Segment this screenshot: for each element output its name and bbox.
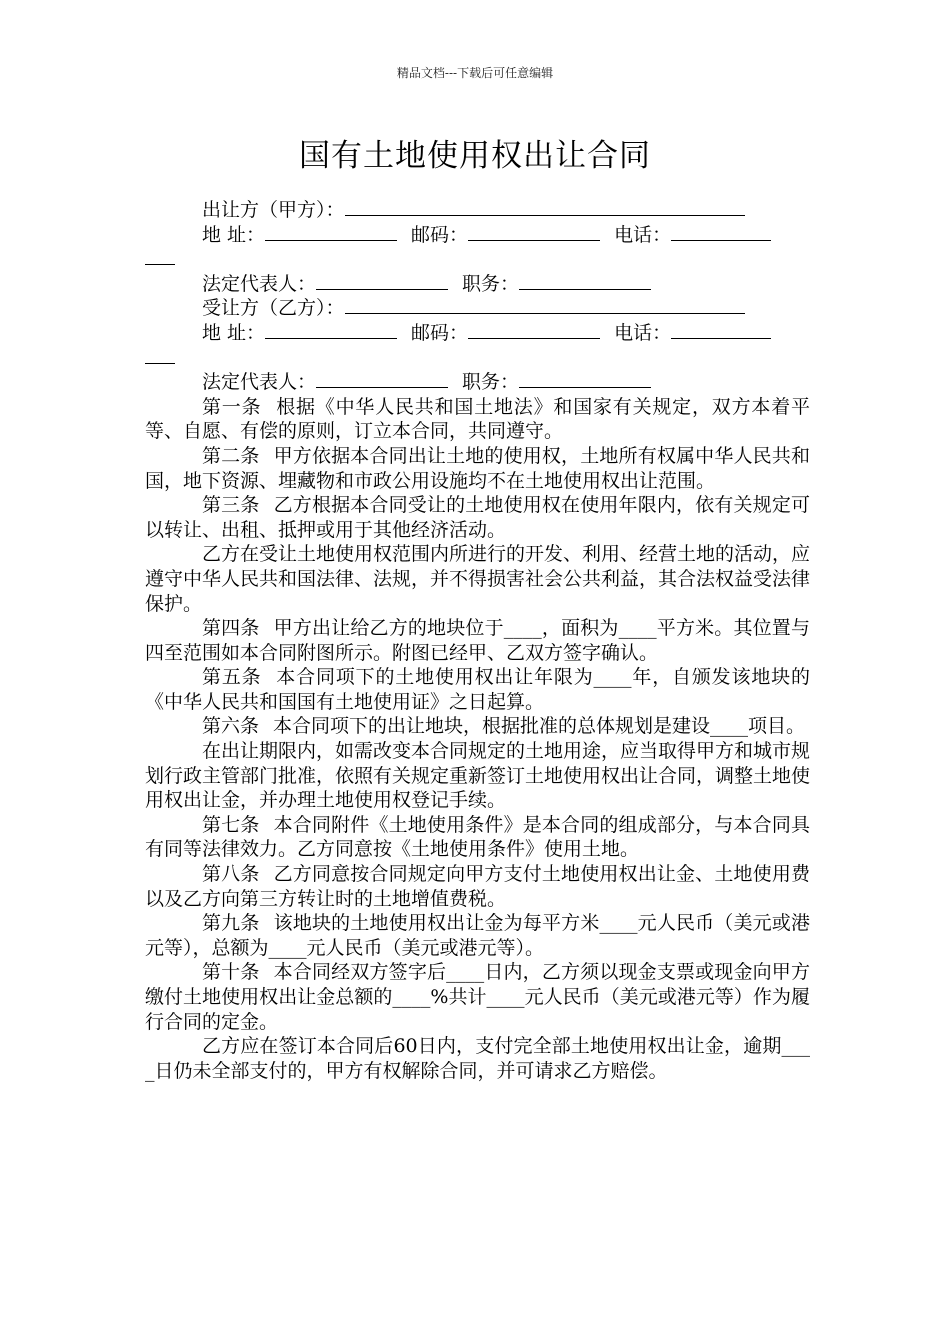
article-4 xyxy=(145,616,810,665)
article-heading: 第九条 xyxy=(202,912,260,935)
article-5 xyxy=(145,665,810,714)
article-text: 本合同附件《土地使用条件》是本合同的组成部分，与本合同具有同等法律效力。乙方同意按《土地使用条件》使用土地。 xyxy=(145,813,810,861)
party-a-label: 出让方（甲方）： xyxy=(202,199,345,221)
article-3 xyxy=(145,493,810,542)
party-a-line xyxy=(145,198,810,223)
party-b-label: 受让方（乙方）： xyxy=(202,297,345,320)
party-a-position-blank xyxy=(519,273,651,290)
article-text: 甲方依据本合同出让土地的使用权，土地所有权属中华人民共和国，地下资源、埋藏物和市政公用设施均不在土地使用权出让范围。 xyxy=(145,444,810,492)
party-a-postcode-blank xyxy=(468,224,600,241)
party-b-rep-label: 法定代表人： xyxy=(202,371,317,394)
party-b-address-line xyxy=(145,321,810,346)
article-text: 乙方根据本合同受让的土地使用权在使用年限内，依有关规定可以转让、出租、抵押或用于其他经济活动。 xyxy=(145,494,810,541)
party-b-blank xyxy=(345,297,745,314)
party-a-phone-wrap xyxy=(145,247,810,272)
party-a-phone-blank xyxy=(671,224,771,241)
article-text: 乙方在受让土地使用权范围内所进行的开发、利用、经营土地的活动，应遵守中华人民共和国法律、法规，并不得损害社会公共利益，其合法权益受法律保护。 xyxy=(145,543,811,615)
article-heading: 第十条 xyxy=(202,961,260,984)
article-text: 甲方出让给乙方的地块位于____，面积为____平方米。其位置与四至范围如本合同附图所示。附图已经甲、乙双方签字确认。 xyxy=(145,617,810,664)
article-10 xyxy=(145,960,810,1034)
party-a-address-label: 地 址： xyxy=(202,223,266,246)
article-2 xyxy=(145,444,810,493)
article-heading: 第一条 xyxy=(202,395,262,418)
article-10-paragraph xyxy=(145,1034,810,1083)
party-a-address-line xyxy=(145,223,810,248)
party-a-rep-line xyxy=(145,272,810,297)
party-b-phone-blank-cont xyxy=(145,347,175,364)
party-a-phone-blank-cont xyxy=(145,248,175,265)
article-6-paragraph xyxy=(145,739,810,813)
article-heading: 第三条 xyxy=(202,494,260,517)
article-6 xyxy=(145,714,810,739)
party-b-phone-label: 电话： xyxy=(614,321,672,344)
article-text: 乙方应在签订本合同后60日内，支付完全部土地使用权出让金，逾期____日仍未全部支付的，甲方有权解除合同，并可请求乙方赔偿。 xyxy=(145,1035,810,1082)
article-heading: 第六条 xyxy=(202,715,260,738)
party-b-rep-blank xyxy=(316,371,448,388)
article-heading: 第八条 xyxy=(202,863,260,886)
article-text: 该地块的土地使用权出让金为每平方米____元人民币（美元或港元等），总额为____元人民币（美元或港元等）。 xyxy=(145,912,810,959)
party-b-line xyxy=(145,296,810,321)
article-heading: 第七条 xyxy=(202,813,260,836)
party-b-address-blank xyxy=(265,322,397,339)
article-text: 根据《中华人民共和国土地法》和国家有关规定，双方本着平等、自愿、有偿的原则，订立本合同，共同遵守。 xyxy=(145,395,810,443)
party-b-position-blank xyxy=(519,371,651,388)
article-text: 在出让期限内，如需改变本合同规定的土地用途，应当取得甲方和城市规划行政主管部门批准，依照有关规定重新签订土地使用权出让合同，调整土地使用权出让金，并办理土地使用权登记手续。 xyxy=(145,740,811,812)
party-b-position-label: 职务： xyxy=(462,371,520,394)
party-a-position-label: 职务： xyxy=(462,272,520,295)
party-a-postcode-label: 邮码： xyxy=(411,223,469,246)
article-text: 本合同项下的土地使用权出让年限为____年，自颁发该地块的《中华人民共和国国有土地使用证》之日起算。 xyxy=(145,666,810,713)
party-b-postcode-label: 邮码： xyxy=(411,321,469,344)
article-3-paragraph xyxy=(145,542,810,616)
party-b-rep-line xyxy=(145,370,810,395)
party-b-postcode-blank xyxy=(468,322,600,339)
party-b-phone-wrap xyxy=(145,346,810,371)
party-a-phone-label: 电话： xyxy=(614,223,672,246)
article-heading: 第四条 xyxy=(202,617,260,640)
party-a-address-blank xyxy=(265,224,397,241)
article-text: 本合同经双方签字后____日内，乙方须以现金支票或现金向甲方缴付土地使用权出让金总额的____%共计____元人民币（美元或港元等）作为履行合同的定金。 xyxy=(145,961,810,1033)
article-heading: 第五条 xyxy=(202,666,262,689)
page-header: 精品文档---下载后可任意编辑 xyxy=(396,66,554,80)
party-a-rep-blank xyxy=(316,273,448,290)
contract-body xyxy=(145,198,810,1083)
party-b-phone-blank xyxy=(671,322,771,339)
party-a-blank xyxy=(345,199,745,216)
party-a-rep-label: 法定代表人： xyxy=(202,272,317,295)
article-1 xyxy=(145,395,810,444)
article-heading: 第二条 xyxy=(202,444,260,467)
article-8 xyxy=(145,862,810,911)
article-7 xyxy=(145,813,810,862)
article-text: 乙方同意按合同规定向甲方支付土地使用权出让金、土地使用费以及乙方向第三方转让时的土地增值费税。 xyxy=(145,863,810,910)
party-b-address-label: 地 址： xyxy=(202,321,266,344)
contract-title: 国有土地使用权出让合同 xyxy=(299,138,651,174)
article-9 xyxy=(145,911,810,960)
article-text: 本合同项下的出让地块，根据批准的总体规划是建设____项目。 xyxy=(273,715,806,738)
